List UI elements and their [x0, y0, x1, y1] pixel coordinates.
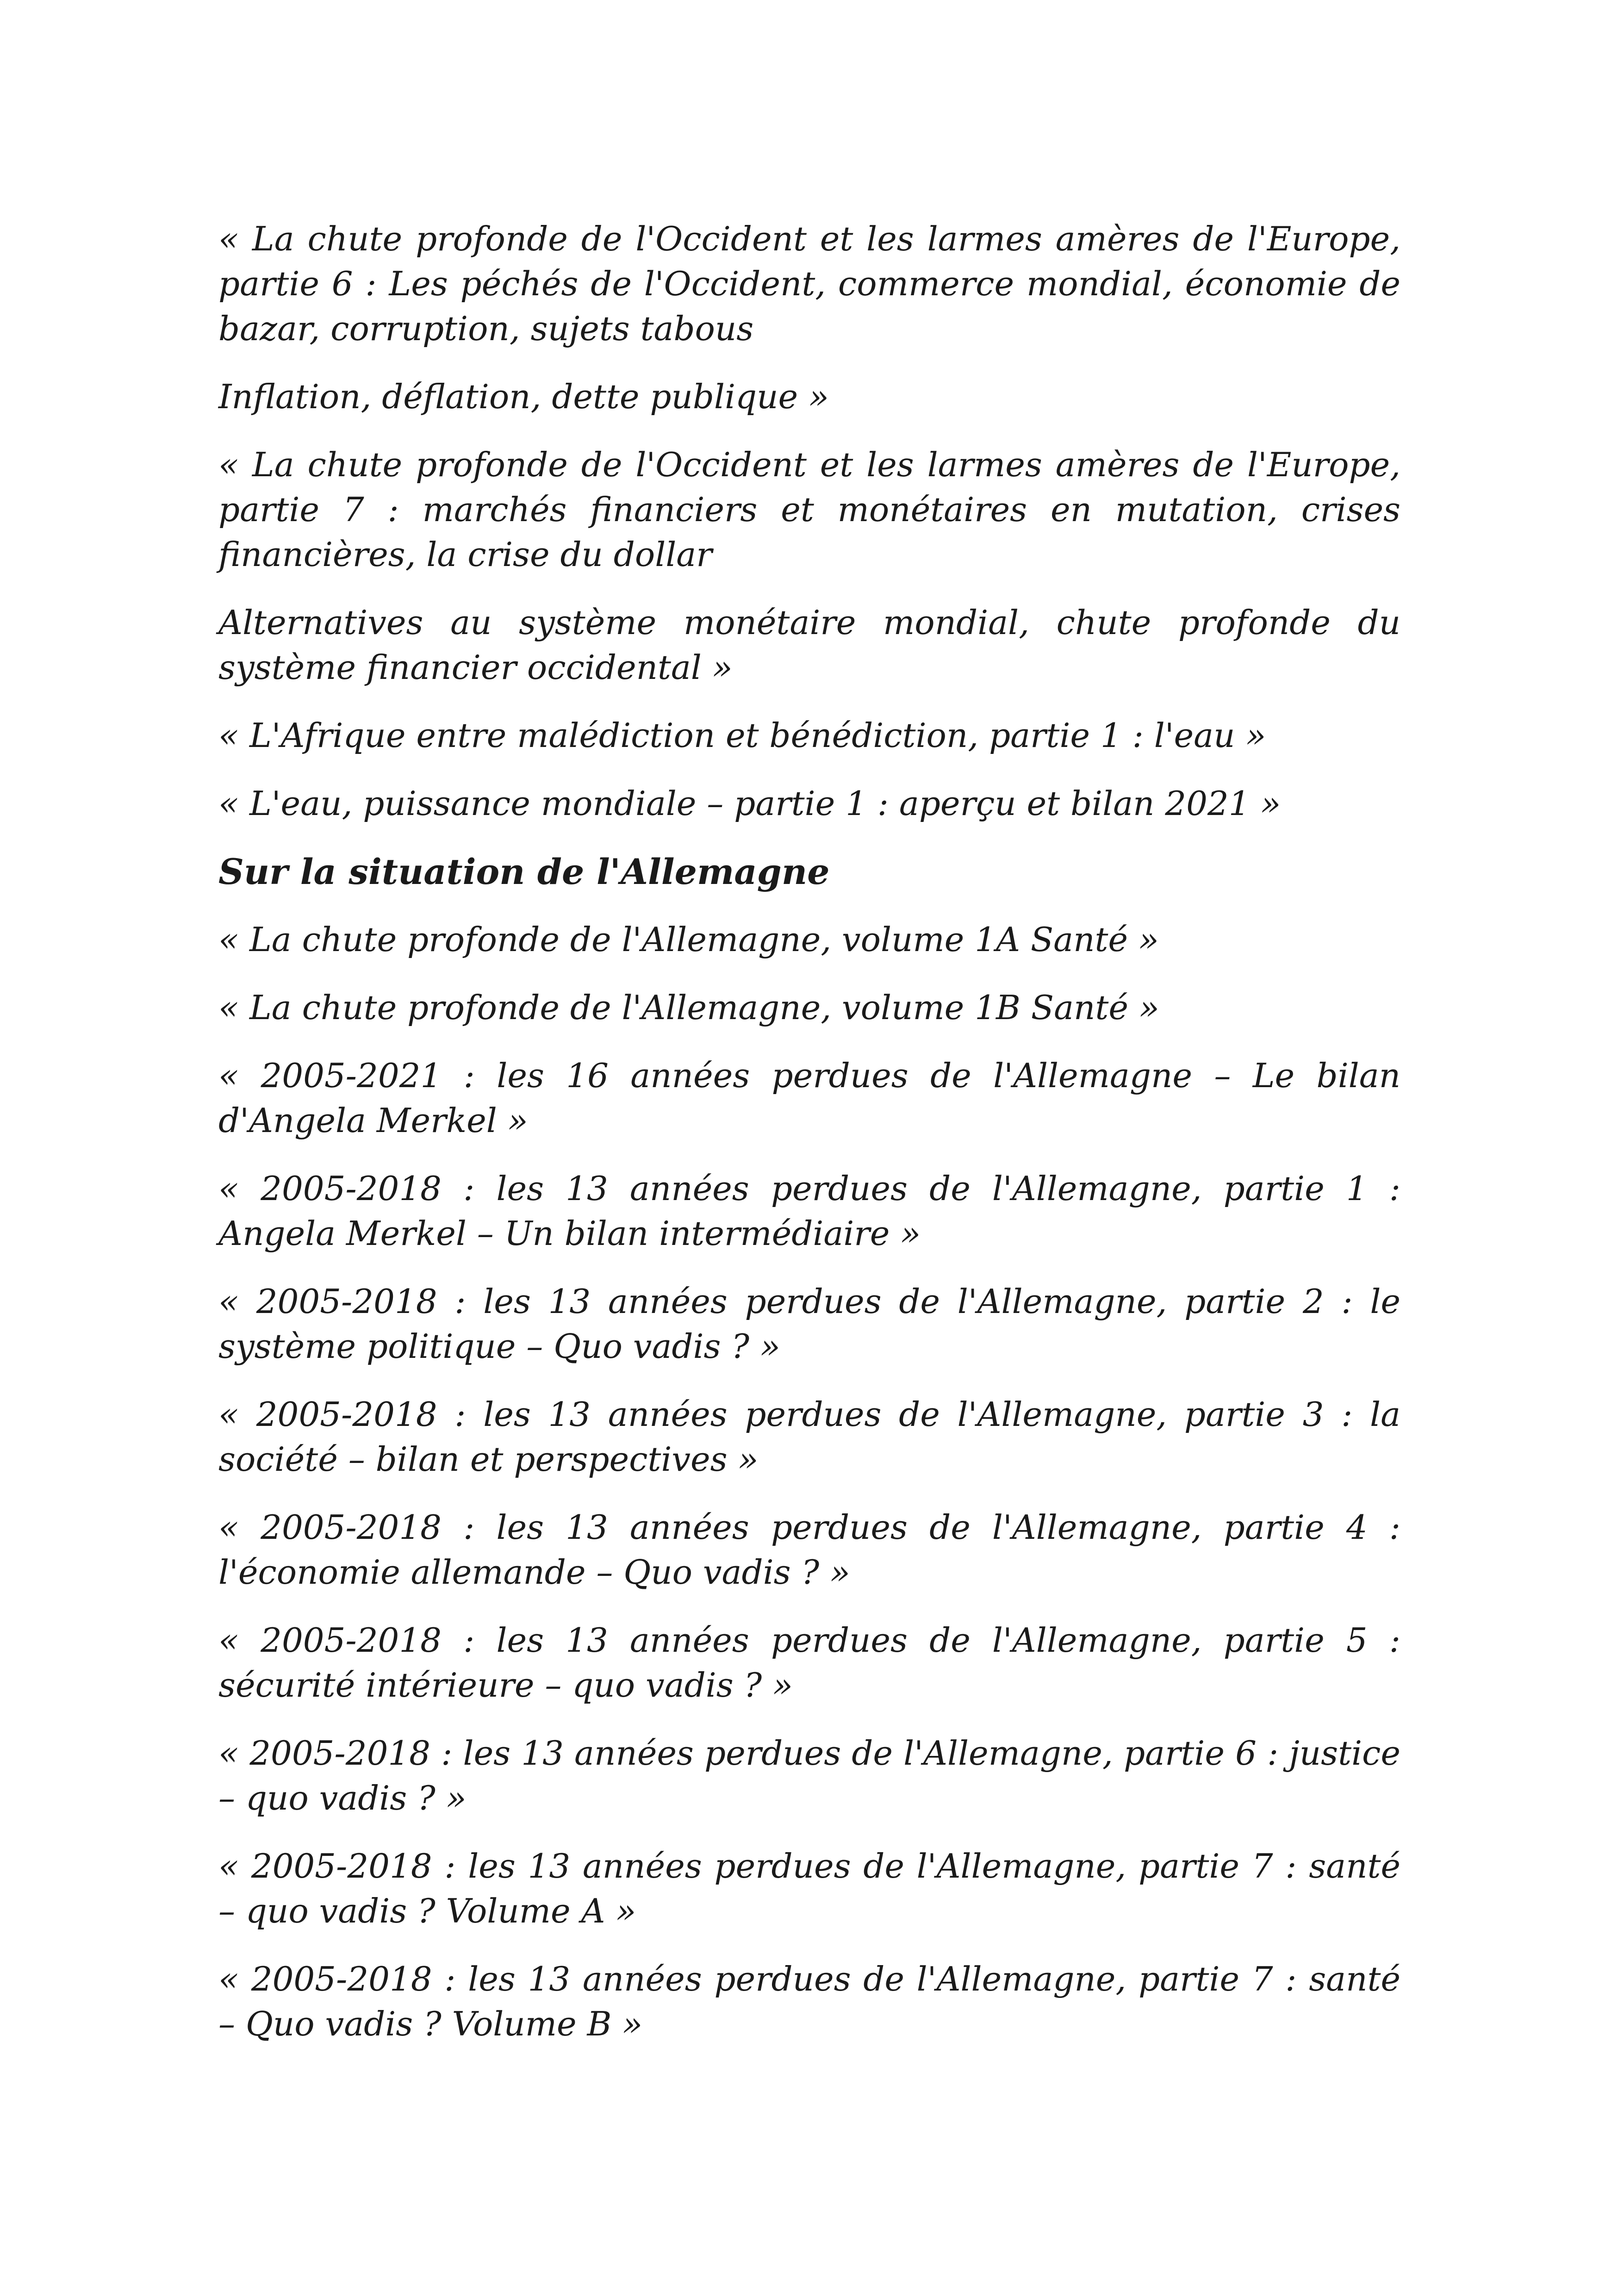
- list-item: « La chute profonde de l'Occident et les larmes amères de l'Europe, partie 7 : marchés financiers et monétaires en mutation, crises financières, la crise du dollar: [218, 445, 1400, 574]
- list-item: « L'eau, puissance mondiale – partie 1 : aperçu et bilan 2021 »: [218, 784, 1281, 823]
- list-item: « 2005-2018 : les 13 années perdues de l'Allemagne, partie 2 : le système politique – Quo vadis ? »: [218, 1282, 1400, 1366]
- list-item: « 2005-2018 : les 13 années perdues de l'Allemagne, partie 7 : santé – Quo vadis ? Volume B »: [218, 1960, 1400, 2043]
- list-item: « La chute profonde de l'Allemagne, volume 1A Santé »: [218, 920, 1159, 959]
- list-item: « 2005-2021 : les 16 années perdues de l'Allemagne – Le bilan d'Angela Merkel »: [218, 1056, 1400, 1140]
- list-item: « L'Afrique entre malédiction et bénédiction, partie 1 : l'eau »: [218, 716, 1266, 755]
- list-item: « La chute profonde de l'Allemagne, volume 1B Santé »: [218, 988, 1159, 1027]
- list-item: Inflation, déflation, dette publique »: [218, 377, 829, 416]
- list-item: « 2005-2018 : les 13 années perdues de l'Allemagne, partie 1 : Angela Merkel – Un bilan intermédiaire »: [218, 1169, 1400, 1253]
- list-item: Alternatives au système monétaire mondial, chute profonde du système financier occidental »: [218, 603, 1400, 687]
- list-item: « 2005-2018 : les 13 années perdues de l'Allemagne, partie 7 : santé – quo vadis ? Volume A »: [218, 1847, 1400, 1930]
- bibliography-list: [218, 217, 1400, 2070]
- list-item: « 2005-2018 : les 13 années perdues de l'Allemagne, partie 3 : la société – bilan et perspectives »: [218, 1395, 1400, 1479]
- list-item: « 2005-2018 : les 13 années perdues de l'Allemagne, partie 4 : l'économie allemande – Quo vadis ? »: [218, 1508, 1400, 1592]
- list-item: « 2005-2018 : les 13 années perdues de l'Allemagne, partie 5 : sécurité intérieure – quo vadis ? »: [218, 1621, 1400, 1705]
- list-item: « La chute profonde de l'Occident et les larmes amères de l'Europe, partie 6 : Les péchés de l'Occident, commerce mondial, économie de bazar, corruption, sujets tabous: [218, 219, 1400, 348]
- list-item: « 2005-2018 : les 13 années perdues de l'Allemagne, partie 6 : justice – quo vadis ? »: [218, 1734, 1400, 1817]
- section-heading: Sur la situation de l'Allemagne: [218, 851, 830, 892]
